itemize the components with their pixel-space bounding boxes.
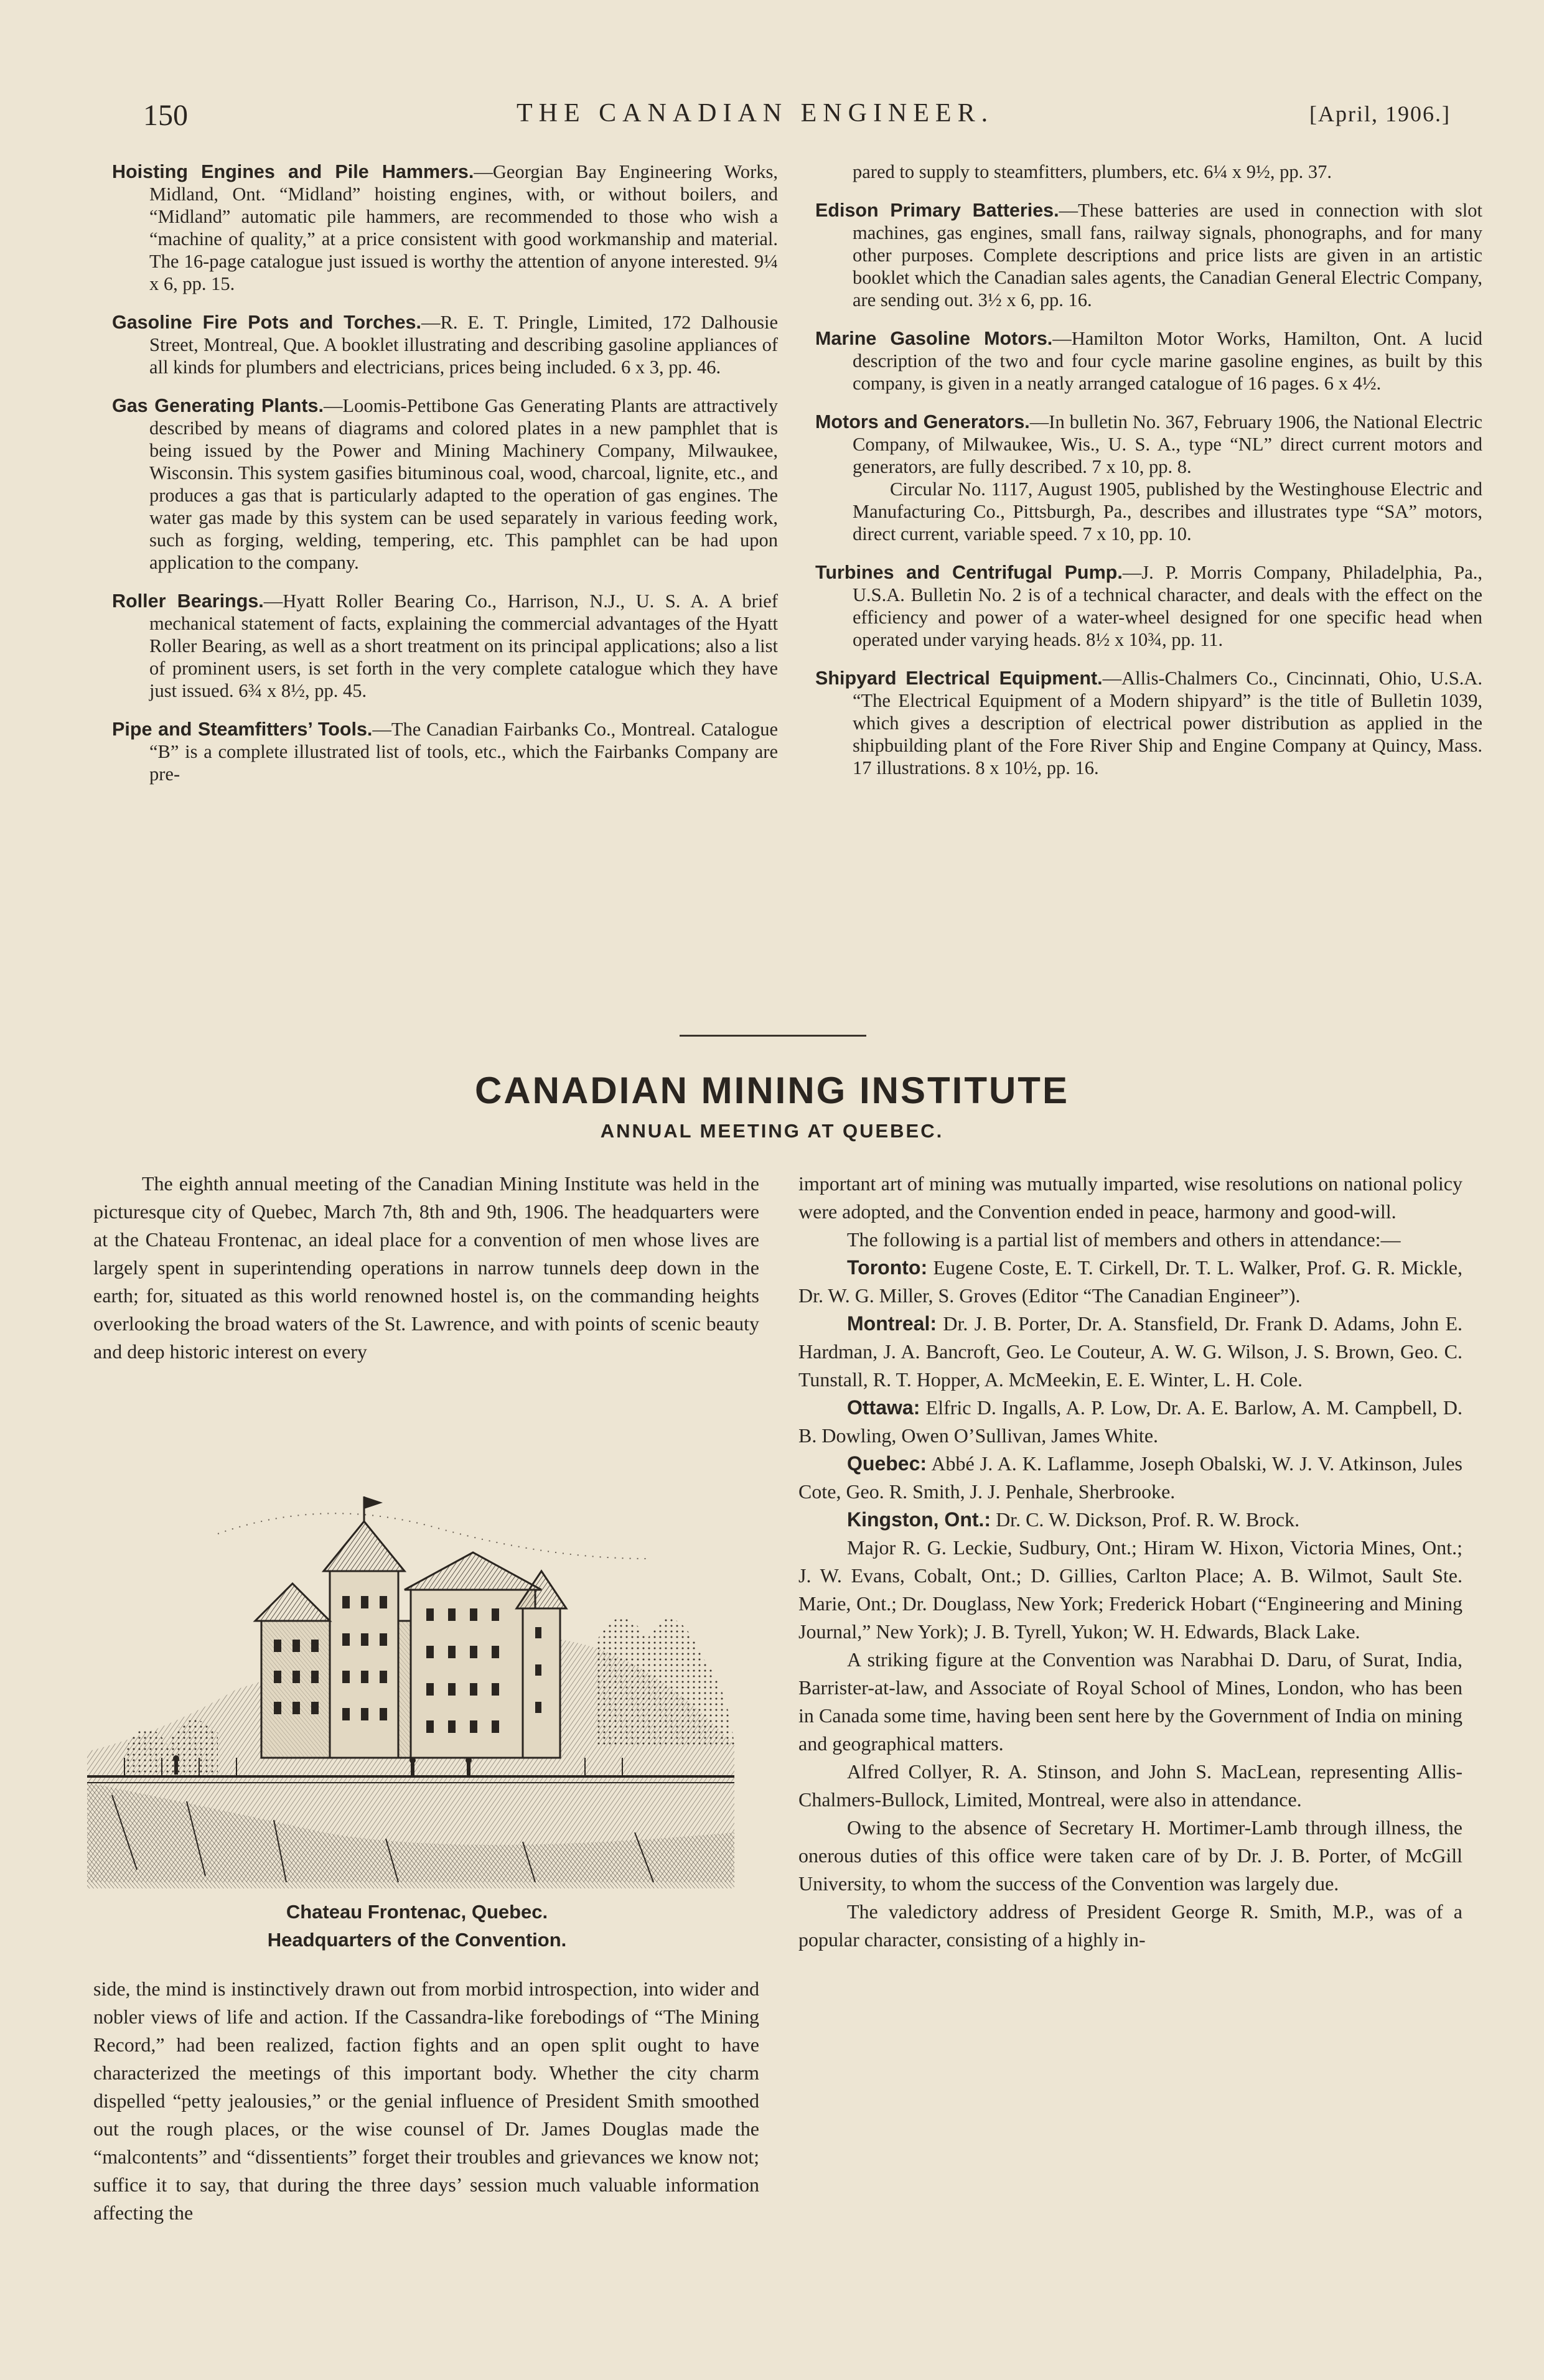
- paragraph: The following is a partial list of members and others in attendance:—: [847, 1228, 1401, 1251]
- catalogue-entry: [112, 394, 778, 574]
- attendee-names: Abbé J. A. K. Laflamme, Joseph Obalski, W. J. V. Atkinson, Jules Cote, Geo. R. Smith, J. J. Penhale, Sherbrooke.: [798, 1452, 1463, 1503]
- catalogue-entry: [112, 311, 778, 378]
- catalogue-entry: [815, 199, 1482, 311]
- entry-text: —In bulletin No. 367, February 1906, the National Electric Company, of Milwaukee, Wis., U. S. A., type “NL” direct current motors and generators, are fully described. 7 x 10, pp. 8.: [853, 411, 1482, 477]
- entry-title: Edison Primary Batteries.: [815, 200, 1059, 221]
- entry-title: Gasoline Fire Pots and Torches.: [112, 312, 421, 333]
- entry-text: —Georgian Bay Engineering Works, Midland, Ont. “Midland” hoisting engines, with, or without boilers, and “Midland” automatic pile hammers, are recommended to those who wish a “machine of quality,” at a price consistent with good workmanship and material. The 16-page catalogue just issued is worthy the attention of anyone interested. 9¼ x 6, pp. 15.: [149, 161, 778, 294]
- entry-title: Motors and Generators.: [815, 411, 1030, 432]
- attendee-group: [798, 1506, 1462, 1534]
- entry-text: —Hamilton Motor Works, Hamilton, Ont. A lucid description of the two and four cycle marine gasoline engines, as built by this company, is given in a neatly arranged catalogue of 16 pages. 6 x 4½.: [853, 328, 1482, 394]
- paragraph: The eighth annual meeting of the Canadian Mining Institute was held in the picturesque city of Quebec, March 7th, 8th and 9th, 1906. The headquarters were at the Chateau Frontenac, an ideal place for a convention of men whose lives are largely spent in superintending operations in narrow tunnels deep down in the earth; for, situated as this world renowned hostel is, on the commanding heights overlooking the broad waters of the St. Lawrence, and with points of scenic beauty and deep historic interest on every: [93, 1172, 759, 1363]
- attendee-city: Quebec:: [847, 1452, 927, 1475]
- entry-text: —These batteries are used in connection with slot machines, gas engines, small fans, railway signals, phonographs, and for many other purposes. Complete descriptions and price lists are given in an artistic booklet which the Canadian sales agents, the Canadian General Electric Company, are sending out. 3½ x 6, pp. 16.: [853, 200, 1482, 310]
- entry-text: —The Canadian Fairbanks Co., Montreal. Catalogue “B” is a complete illustrated list of tools, etc., which the Fairbanks Company are pre-: [149, 719, 779, 785]
- attendee-city: Montreal:: [847, 1312, 937, 1335]
- illustration-caption: [87, 1898, 747, 1954]
- entry-title: Turbines and Centrifugal Pump.: [815, 562, 1123, 583]
- journal-title: THE CANADIAN ENGINEER.: [517, 99, 994, 128]
- paragraph: The valedictory address of President George R. Smith, M.P., was of a popular character, consisting of a highly in-: [798, 1900, 1462, 1951]
- attendee-group: [798, 1394, 1462, 1450]
- catalogue-entry: [815, 411, 1482, 545]
- attendee-names: Dr. J. B. Porter, Dr. A. Stansfield, Dr. Frank D. Adams, John E. Hardman, J. A. Bancroft, Geo. Le Couteur, A. W. G. Wilson, J. S. Brown, Geo. C. Tunstall, R. T. Hopper, A. McMeekin, E. E. Winter, L. H. Cole.: [798, 1312, 1463, 1391]
- page-header: [143, 93, 1451, 143]
- entry-text: —Allis-Chalmers Co., Cincinnati, Ohio, U.S.A. “The Electrical Equipment of a Modern shipyard” is the title of Bulletin 1039, which gives a description of electrical power distribution as applied in the shipbuilding plant of the Fore River Ship and Engine Company at Quincy, Mass. 17 illustrations. 8 x 10½, pp. 16.: [853, 668, 1482, 778]
- catalogue-entry: [815, 561, 1482, 651]
- entry-text: —Loomis-Pettibone Gas Generating Plants are attractively described by means of diagrams and colored plates in a new pamphlet that is being issued by the Power and Mining Machinery Company, Milwaukee, Wisconsin. This system gasifies bituminous coal, wood, charcoal, lignite, etc., and produces a gas that is particularly adapted to the operation of gas engines. The water gas made by this system can be used separately in various feeding work, such as forging, welding, tempering, etc. This pamphlet can be had upon application to the company.: [149, 395, 778, 573]
- chateau-frontenac-illustration: [87, 1484, 734, 1888]
- article-subtitle: ANNUAL MEETING AT QUEBEC.: [600, 1120, 944, 1142]
- catalogue-continuation: pared to supply to steamfitters, plumbers, etc. 6¼ x 9½, pp. 37.: [853, 161, 1332, 182]
- attendee-group: [798, 1310, 1462, 1394]
- catalogue-column-left: [112, 161, 778, 801]
- paragraph: Owing to the absence of Secretary H. Mortimer-Lamb through illness, the onerous duties of this office were taken care of by Dr. J. B. Porter, of McGill University, to whom the success of the Convention was largely due.: [798, 1816, 1462, 1895]
- catalogue-entry: [815, 667, 1482, 779]
- entry-title: Gas Generating Plants.: [112, 395, 324, 416]
- page-number: 150: [143, 99, 188, 132]
- paragraph: A striking figure at the Convention was Narabhai D. Daru, of Surat, India, Barrister-at-law, and Associate of Royal School of Mines, London, who has been in Canada some time, having been sent here by the Government of India on mining and geographical matters.: [798, 1648, 1462, 1755]
- entry-text: —Hyatt Roller Bearing Co., Harrison, N.J., U. S. A. A brief mechanical statement of facts, explaining the commercial advantages of the Hyatt Roller Bearing, as well as a short treatment on its principal applications; also a list of prominent users, is set forth in the very complete catalogue which they have just issued. 6¾ x 8½, pp. 45.: [149, 590, 778, 701]
- attendee-names: Eugene Coste, E. T. Cirkell, Dr. T. L. Walker, Prof. G. R. Mickle, Dr. W. G. Miller, S. Groves (Editor “The Canadian Engineer”).: [798, 1256, 1463, 1307]
- catalogue-entry: [112, 161, 778, 295]
- attendee-names: Elfric D. Ingalls, A. P. Low, Dr. A. E. Barlow, A. M. Campbell, D. B. Dowling, Owen O’Sullivan, James White.: [798, 1396, 1463, 1447]
- entry-title: Marine Gasoline Motors.: [815, 328, 1053, 349]
- article-left-top: [93, 1170, 759, 1366]
- issue-date: [April, 1906.]: [1309, 101, 1451, 126]
- entry-title: Hoisting Engines and Pile Hammers.: [112, 161, 474, 182]
- entry-title: Shipyard Electrical Equipment.: [815, 668, 1103, 689]
- paragraph: Major R. G. Leckie, Sudbury, Ont.; Hiram W. Hixon, Victoria Mines, Ont.; J. W. Evans, Cobalt, Ont.; D. Gillies, Carlton Place; A. B. Wilmot, Sault Ste. Marie, Ont.; Dr. Douglass, New York; Frederick Hobart (“Engineering and Mining Journal,” New York); J. B. Tyrell, Yukon; W. H. Edwards, Black Lake.: [798, 1536, 1462, 1643]
- attendee-city: Kingston, Ont.:: [847, 1508, 991, 1531]
- catalogue-entry: [112, 590, 778, 702]
- catalogue-entry: [815, 327, 1482, 394]
- catalogue-column-right: [815, 161, 1482, 795]
- attendee-city: Ottawa:: [847, 1396, 920, 1419]
- catalogue-entry: [112, 718, 778, 785]
- attendee-names: Dr. C. W. Dickson, Prof. R. W. Brock.: [996, 1508, 1300, 1531]
- paragraph: side, the mind is instinctively drawn out from morbid introspection, into wider and nobler views of life and action. If the Cassandra-like forebodings of “The Mining Record,” had been realized, faction fights and an open split ought to have characterized the meetings of this important body. Whether the city charm dispelled “petty jealousies,” or the genial influence of President Smith smoothed out the rough places, or the wise counsel of Dr. James Douglas made the “malcontents” and “dissentients” forget their troubles and grievances we know not; suffice it to say, that during the three days’ session much valuable information affecting the: [93, 1977, 759, 2224]
- entry-title: Pipe and Steamfitters’ Tools.: [112, 719, 373, 740]
- paragraph: Alfred Collyer, R. A. Stinson, and John S. MacLean, representing Allis-Chalmers-Bullock, Limited, Montreal, were also in attendance.: [798, 1760, 1462, 1811]
- section-divider: [680, 1035, 866, 1037]
- entry-extra: Circular No. 1117, August 1905, published by the Westinghouse Electric and Manufacturing Co., Pittsburgh, Pa., describes and illustrates type “SA” motors, direct current, variable speed. 7 x 10, pp. 10.: [853, 478, 1482, 544]
- article-right-column: [798, 1170, 1462, 1954]
- article-left-bottom: [93, 1975, 759, 2227]
- attendee-city: Toronto:: [847, 1256, 928, 1279]
- caption-line: Headquarters of the Convention.: [267, 1929, 567, 1951]
- entry-title: Roller Bearings.: [112, 590, 264, 612]
- entry-text: —R. E. T. Pringle, Limited, 172 Dalhousie Street, Montreal, Que. A booklet illustrating and describing gasoline appliances of all kinds for plumbers and electricians, prices being included. 6 x 3, pp. 46.: [149, 312, 778, 378]
- attendee-group: [798, 1254, 1462, 1310]
- entry-text: —J. P. Morris Company, Philadelphia, Pa., U.S.A. Bulletin No. 2 is of a technical character, and deals with the effect on the efficiency and power of a water-wheel designed for one specific head when operated under varying heads. 8½ x 10¾, pp. 11.: [853, 562, 1482, 650]
- article-title: CANADIAN MINING INSTITUTE: [475, 1070, 1069, 1111]
- paragraph: important art of mining was mutually imparted, wise resolutions on national policy were adopted, and the Convention ended in peace, harmony and good-will.: [798, 1172, 1462, 1223]
- attendee-group: [798, 1450, 1462, 1506]
- caption-line: Chateau Frontenac, Quebec.: [286, 1901, 548, 1923]
